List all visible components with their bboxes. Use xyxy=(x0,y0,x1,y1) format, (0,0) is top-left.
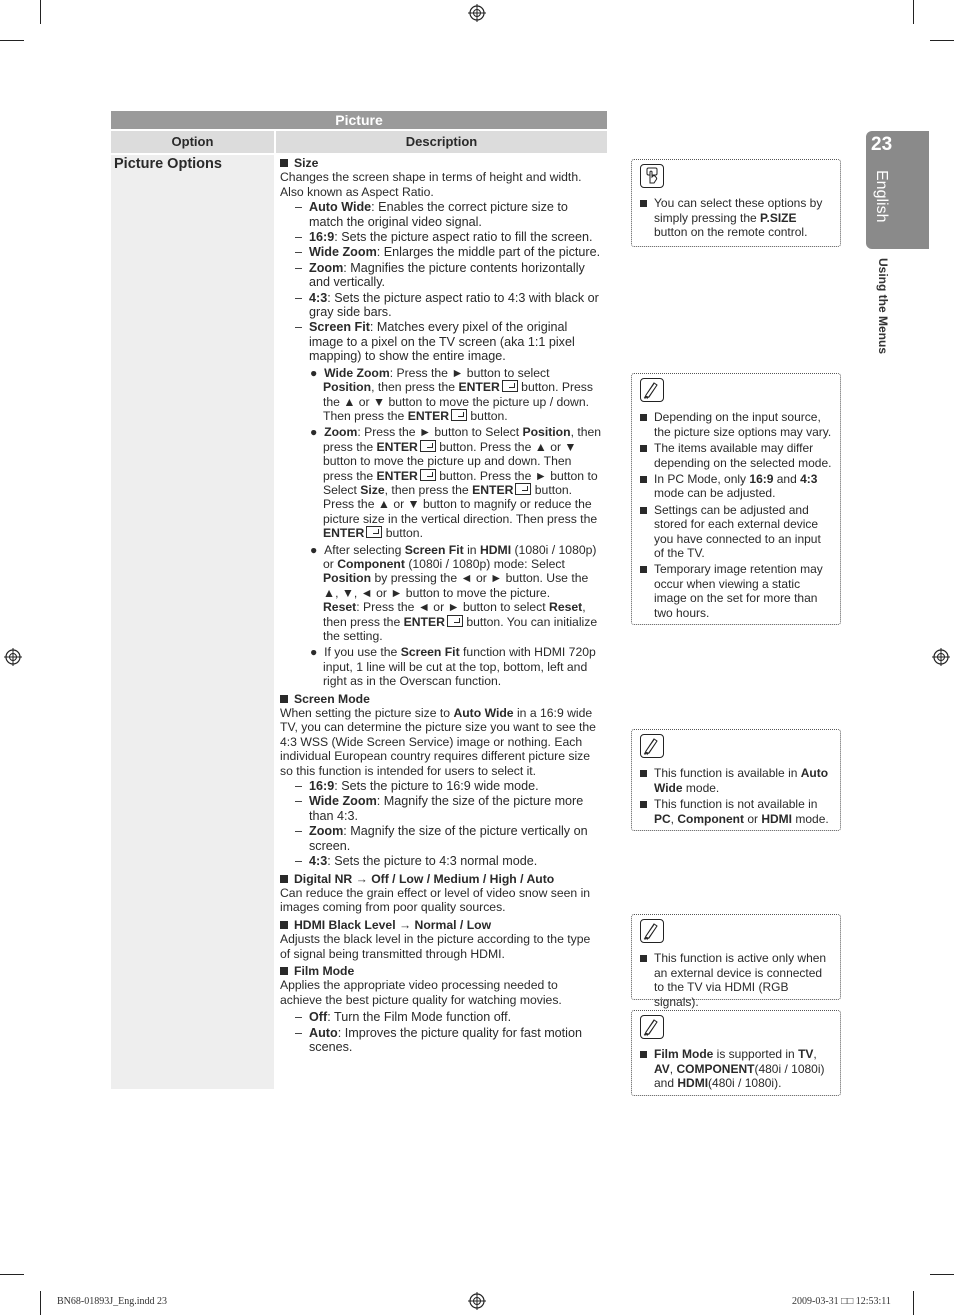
note-pencil-icon xyxy=(640,378,664,402)
crop-mark xyxy=(930,1274,954,1275)
enter-icon xyxy=(447,615,463,627)
crop-mark xyxy=(0,40,24,41)
description-text: Size Changes the screen shape in terms of height and width. Also known as Aspect Ratio. – Auto Wide: Enables the correct picture size to match the original video signal. – 16:9: Sets the picture aspect ratio to fill the screen. – Wide Zoom: Enlarges the middle part of the picture. – Zoom: Magnifies the picture contents horizontally and vertically. – 4:3: Sets the picture aspect ratio to 4:3 with black or gray side bars. – Screen Fit: Matches every pixel of the original image to a pixel on the TV screen (aka 1:1 pixel mapping) to show the entire image. ● Wide Zoom: Press the ► button to select Position, then press the ENTER button. Press the ▲ or ▼ button to move the picture up / down. Then press the ENTER button. ● Zoom: Press the ► button to Select Position, then press the ENTER button. Press the ▲ or ▼ button to move the picture up and down. Then press the ENTER button. Press the ► button to Select Size, then press the ENTER button. Press the ▲ or ▼ button to magnify or reduce the picture size in the vertical direction. Then press the ENTER button. ● After selecting Screen Fit in HDMI (1080i / 1080p) or Component (1080i / 1080p) mode: Select Position by pressing the ◄ or ► button. Use the ▲, ▼, ◄ or ► button to move the picture. Reset: Press the ◄ or ► button to select Reset, then press the ENTER button. You can initialize the setting. ● If you use the Screen Fit function with HDMI 720p input, 1 line will be cut at the top, bottom, left and right as in the Overscan function. Screen Mode When setting the picture size to Auto Wide in a 16:9 wide TV, you can determine the picture size you want to see the 4:3 WSS (Wide Screen Service) image or nothing. Each individual European country requires different picture size so this function is intended for users to select it. – 16:9: Sets the picture to 16:9 wide mode. – Wide Zoom: Magnify the size of the picture more than 4:3. – Zoom: Magnify the size of the picture vertically on screen. – 4:3: Sets the picture to 4:3 normal mode. Digital NR → Off / Low / Medium / High / Auto Can reduce the grain effect or level of video snow seen in images coming from poor quality sources. HDMI Black Level → Normal / Low Adjusts the black level in the picture according to the type of signal being transmitted through HDMI. Film Mode Applies the appropriate video processing needed to achieve the best picture quality for watching movies. – Off: Turn the Film Mode function off. – Auto: Improves the picture quality for fast motion scenes. xyxy=(280,156,602,1054)
enter-icon xyxy=(451,409,467,421)
enter-icon xyxy=(502,380,518,392)
crop-mark xyxy=(40,0,41,24)
crop-mark xyxy=(40,1291,41,1315)
enter-icon xyxy=(515,483,531,495)
section-size: Size xyxy=(280,156,602,170)
crop-mark xyxy=(913,1291,914,1315)
crop-mark xyxy=(930,40,954,41)
note-box-psize: You can select these options by simply pressing the P.SIZE button on the remote control. xyxy=(631,159,841,247)
page-number: 23 xyxy=(871,134,893,155)
option-column xyxy=(111,155,274,1089)
hand-press-icon xyxy=(640,164,664,188)
enter-icon xyxy=(366,526,382,538)
registration-mark-icon xyxy=(468,4,486,22)
section-screen-mode: Screen Mode xyxy=(280,692,602,706)
section-film-mode: Film Mode xyxy=(280,964,602,978)
registration-mark-icon xyxy=(932,648,950,666)
note-pencil-icon xyxy=(640,919,664,943)
crop-mark xyxy=(913,0,914,24)
option-name: Picture Options xyxy=(114,156,222,172)
section-label: Using the Menus xyxy=(876,258,890,355)
footer-timestamp: 2009-03-31 □□ 12:53:11 xyxy=(792,1296,891,1307)
note-pencil-icon xyxy=(640,734,664,758)
header-description: Description xyxy=(276,131,607,153)
section-digital-nr: Digital NR → Off / Low / Medium / High / Auto xyxy=(280,872,602,886)
note-pencil-icon xyxy=(640,1015,664,1039)
note-box-size-options: Depending on the input source, the picture size options may vary. The items available may differ depending on the selected mode. In PC Mode, only 16:9 and 4:3 mode can be adjusted. Settings can be adjusted and stored for each external device you have connected to an input of the TV. Temporary image retention may occur when viewing a static image on the set for more than two hours. xyxy=(631,373,841,625)
registration-mark-icon xyxy=(4,648,22,666)
table-title: Picture xyxy=(111,111,607,129)
note-box-auto-wide: This function is available in Auto Wide mode. This function is not available in PC, Component or HDMI mode. xyxy=(631,729,841,831)
language-label: English xyxy=(873,170,890,223)
footer-file: BN68-01893J_Eng.indd 23 xyxy=(57,1296,167,1307)
crop-mark xyxy=(0,1274,24,1275)
enter-icon xyxy=(420,440,436,452)
section-hdmi-black-level: HDMI Black Level → Normal / Low xyxy=(280,918,602,932)
registration-mark-icon xyxy=(468,1292,486,1310)
note-box-film-mode: Film Mode is supported in TV, AV, COMPONENT(480i / 1080i) and HDMI(480i / 1080i). xyxy=(631,1010,841,1096)
header-option: Option xyxy=(111,131,274,153)
note-box-hdmi: This function is active only when an external device is connected to the TV via HDMI (RGB signals). xyxy=(631,914,841,1000)
enter-icon xyxy=(420,469,436,481)
